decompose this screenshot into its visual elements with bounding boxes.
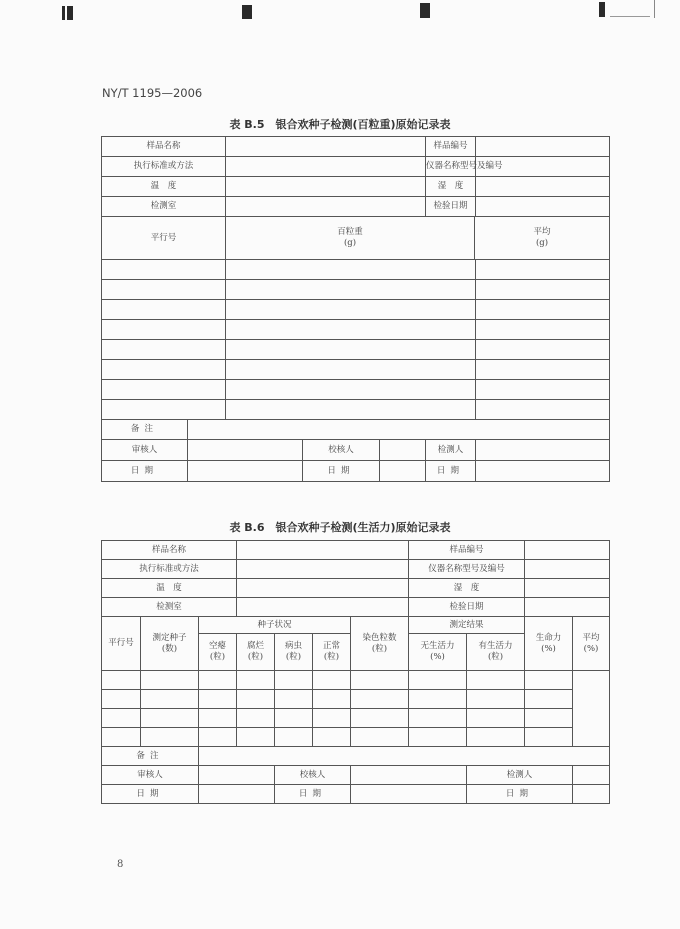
table-row (102, 380, 610, 400)
b5-label-date-1: 日期 (102, 461, 188, 482)
b5-header-avg-unit: (g) (535, 238, 549, 248)
b6-label-remark: 备注 (102, 747, 199, 766)
b6-label-date-1: 日期 (102, 785, 199, 804)
b6-header-seed-status: 种子状况 (199, 617, 351, 634)
standard-number: NY/T 1195—2006 (102, 86, 203, 100)
table-b6-caption: 表 B.6 银合欢种子检测(生活力)原始记录表 (229, 521, 451, 534)
b6-label-sample-name: 样品名称 (102, 541, 237, 560)
b5-header-avg: 平均 (533, 227, 551, 238)
table-row (102, 690, 610, 709)
page-number: 8 (117, 859, 124, 870)
b6-label-reviewer: 审核人 (102, 766, 199, 785)
b5-label-temperature: 温 度 (102, 177, 226, 197)
b5-header-weight-unit: (g) (343, 238, 357, 248)
b6-label-date-2: 日期 (275, 785, 351, 804)
b5-label-checker: 校核人 (303, 440, 380, 460)
table-row (102, 671, 610, 690)
b6-header-has-viability: 有生活力 (粒) (467, 634, 525, 671)
b6-label-tester: 检测人 (467, 766, 573, 785)
b6-header-seeds-tested: 测定种子 (数) (141, 617, 199, 671)
b6-header-no-viability: 无生活力 (%) (409, 634, 467, 671)
table-row (102, 728, 610, 747)
b6-header-replicate: 平行号 (102, 617, 141, 671)
b5-label-reviewer: 审核人 (102, 440, 188, 461)
b5-header-replicate: 平行号 (102, 217, 226, 260)
table-b5-caption: 表 B.5 银合欢种子检测(百粒重)原始记录表 (229, 118, 451, 131)
b5-label-date-3: 日期 (426, 461, 476, 482)
b5-header-weight: 百粒重 (337, 227, 363, 238)
b6-label-date-3: 日期 (467, 785, 573, 804)
b5-label-sample-name: 样品名称 (102, 137, 226, 157)
b5-label-humidity: 湿 度 (426, 177, 476, 197)
b5-label-remark: 备注 (102, 420, 188, 440)
table-b5 (101, 136, 610, 482)
b6-label-exec-std: 执行标准或方法 (102, 560, 237, 579)
table-row (102, 320, 610, 340)
scan-edge-marks (0, 0, 680, 22)
b6-label-test-date: 检验日期 (409, 598, 525, 617)
b6-header-results: 测定结果 (409, 617, 525, 634)
b5-label-exec-std: 执行标准或方法 (102, 157, 226, 177)
b5-label-test-date: 检验日期 (426, 197, 476, 217)
b5-label-tester: 检测人 (426, 440, 476, 461)
b6-label-instrument: 仪器名称型号及编号 (409, 560, 525, 579)
table-row (102, 260, 610, 280)
table-row (102, 400, 610, 420)
b5-label-date-2: 日期 (303, 461, 380, 481)
b6-header-disease: 病虫 (粒) (275, 634, 313, 671)
table-b6 (101, 540, 610, 804)
table-row (102, 360, 610, 380)
b5-label-lab: 检测室 (102, 197, 226, 217)
b5-value-sample-name (226, 137, 426, 157)
b6-label-humidity: 湿 度 (409, 579, 525, 598)
b6-header-viability: 生命力 (%) (525, 617, 573, 671)
b6-label-lab: 检测室 (102, 598, 237, 617)
b6-header-normal: 正常 (粒) (313, 634, 351, 671)
b5-label-instrument: 仪器名称型号及编号 (426, 157, 476, 177)
b6-label-sample-no: 样品编号 (409, 541, 525, 560)
b6-label-checker: 校核人 (275, 766, 351, 785)
table-row (102, 340, 610, 360)
b5-value-sample-no (476, 137, 610, 157)
table-row (102, 709, 610, 728)
table-row (102, 280, 610, 300)
b5-label-sample-no: 样品编号 (426, 137, 476, 157)
b6-header-empty: 空瘪 (粒) (199, 634, 237, 671)
b6-header-rotten: 腐烂 (粒) (237, 634, 275, 671)
b6-header-avg: 平均 (%) (573, 617, 610, 671)
b6-label-temperature: 温 度 (102, 579, 237, 598)
b6-header-stained: 染色粒数 (粒) (351, 617, 409, 671)
table-row (102, 300, 610, 320)
